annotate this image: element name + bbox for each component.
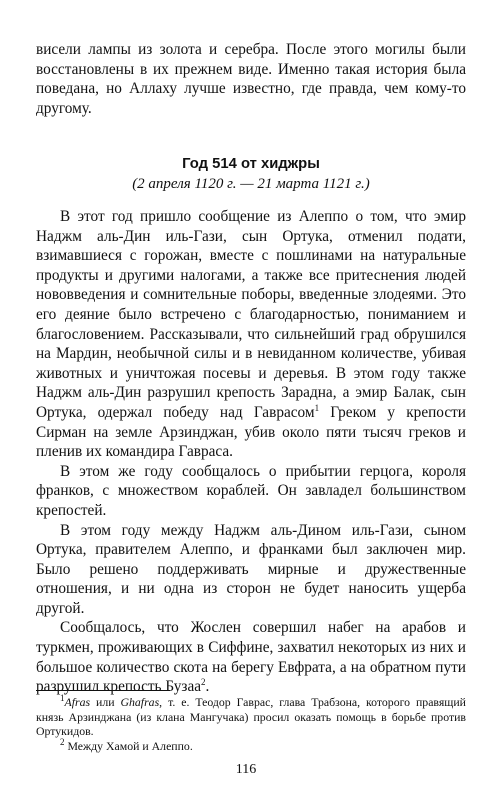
paragraph-3: В этом году между Наджм аль-Дином иль-Гази, сыном Ортука, правителем Алеппо, и франками был заключен мир. Было решено поддерживать мирные и дружественные отношения, и ни одна из сторон не будет наносить ущерба другой. — [36, 521, 466, 617]
page-number: 116 — [235, 762, 257, 777]
section-title: Год 514 от хиджры — [182, 156, 320, 172]
footnote-2-text: Между Хамой и Алеппо. — [64, 738, 193, 753]
footnote-2-number: 2 — [60, 736, 65, 747]
footnote-1-or: или — [90, 695, 121, 709]
footnote-1 — [36, 695, 466, 739]
footnote-divider — [36, 690, 170, 691]
intro-paragraph: висели лампы из золота и серебра. После этого могилы были восстановлены в их прежнем виде. Именно такая история была поведана, но Аллаху лучше известно, где правда, чем кому-то другому. — [36, 41, 466, 117]
paragraph-1 — [36, 207, 466, 462]
paragraph-1-part-b: Греком у крепости Сирман на земле Арзинджан, убив около пяти тысяч греков и пленив их командира Гавраса. — [36, 403, 466, 461]
footnote-1-term-ghafras: Ghafras — [120, 695, 160, 709]
footnote-ref-1: 1 — [314, 402, 320, 413]
paragraph-4-part-a: Сообщалось, что Жослен совершил набег на арабов и туркмен, проживающих в Сиффине, захватил некоторых из них и большое количество скота на берегу Евфрата, а на обратном пути разрушил крепость Бузаа — [36, 619, 466, 696]
paragraph-4-part-b: . — [205, 678, 210, 696]
paragraph-2: В этом же году сообщалось о прибытии герцога, короля франков, с множеством кораблей. Он завладел большинством крепостей. — [36, 462, 466, 519]
footnote-1-number: 1 — [60, 693, 65, 704]
paragraph-4 — [36, 618, 466, 696]
intro-section — [36, 40, 466, 118]
footnote-1-text: , т. е. Теодор Гаврас, глава Трабзона, которого правящий князь Арзинджана (из клана Мангучака) просил оказать помощь в борьбе против Ортукидов. — [36, 695, 466, 738]
section-date-range: (2 апреля 1120 г. — 21 марта 1121 г.) — [132, 176, 370, 192]
footnote-2 — [36, 736, 466, 754]
body-text — [36, 207, 466, 697]
footnote-1-term-afras: Afras — [64, 695, 91, 709]
footnotes — [36, 695, 466, 753]
paragraph-1-part-a: В этот год пришло сообщение из Алеппо о том, что эмир Наджм аль-Дин иль-Гази, сын Ортука, отменил подати, взимавшиеся с горожан, вместе с пошлинами на натуральные продукты и другими налогами, а также все притеснения людей нововведения и сомнительные поборы, введенные злодеями. Это его деяние было встречено с благодарностью, пониманием и благословением. Рассказывали, что сильнейший град обрушился на Мардин, необычной силы и в невиданном количестве, убивая животных и уничтожая посевы и деревья. В этом году также Наджм аль-Дин разрушил крепость Зараднa, а эмир Балак, сын Ортука, одержал победу над Гаврасом — [36, 208, 466, 421]
footnote-ref-2: 2 — [201, 677, 206, 688]
section-heading — [36, 155, 466, 194]
